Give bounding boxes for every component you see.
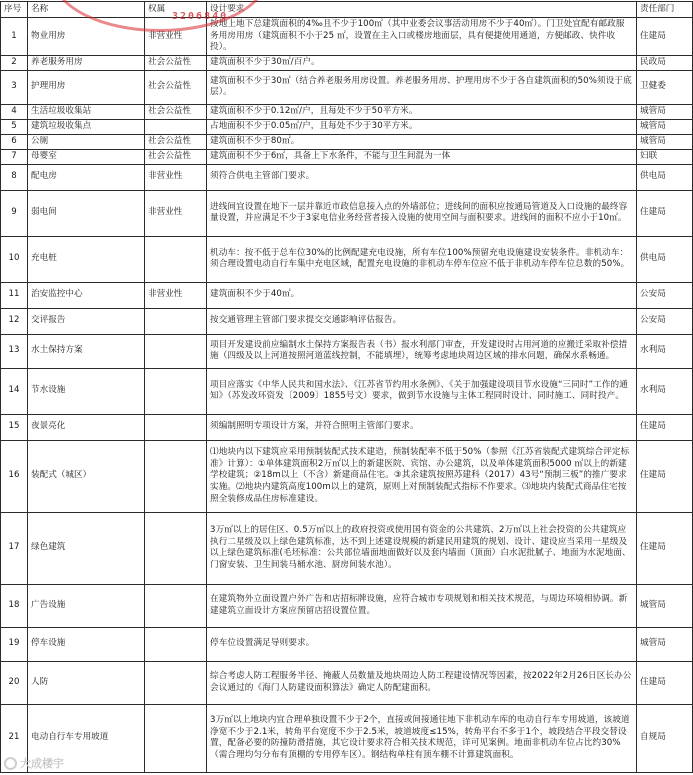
- row-name: 绿色建筑: [28, 512, 145, 584]
- row-ownership: [145, 627, 207, 661]
- row-name: 水土保持方案: [28, 334, 145, 368]
- row-ownership: [145, 236, 207, 282]
- row-number: 19: [1, 627, 28, 661]
- table-row: [1, 149, 693, 164]
- table-row: [1, 661, 693, 704]
- row-dept: 供电局: [637, 236, 693, 282]
- row-requirement: 建筑面积不少于30㎡（结合养老服务用房设置。养老服务用房、护理用房不少于各自建筑面积的50%须设于底层）。: [207, 70, 637, 104]
- row-dept: 水利局: [637, 368, 693, 414]
- table-row: [1, 584, 693, 627]
- table-row: [1, 414, 693, 440]
- table-row: [1, 134, 693, 149]
- row-ownership: [145, 440, 207, 512]
- row-ownership: [145, 368, 207, 414]
- table-row: [1, 308, 693, 334]
- row-name: 护理用房: [28, 70, 145, 104]
- table-row: [1, 119, 693, 134]
- row-name: 配电房: [28, 164, 145, 190]
- seal-number: 3206840: [172, 11, 229, 22]
- row-dept: 水利局: [637, 334, 693, 368]
- row-requirement: 按地上地下总建筑面积的4‰且不少于100㎡（其中业委会议事活动用房不少于40㎡）。门卫处宜配有邮政服务用房用房（建筑面积不小于25 ㎡，设置在主入口或楼房地面层，具有便捷使用通道，方便邮政、快件收投）。: [207, 18, 637, 56]
- row-ownership: 社会公益性: [145, 134, 207, 149]
- row-requirement: 建筑面积不少于80㎡。: [207, 134, 637, 149]
- row-requirement: 停车位设置满足导则要求。: [207, 627, 637, 661]
- row-ownership: [145, 584, 207, 627]
- row-name: 建筑垃圾收集点: [28, 119, 145, 134]
- row-number: 11: [1, 282, 28, 308]
- table-body: [1, 18, 693, 773]
- row-name: 广告设施: [28, 584, 145, 627]
- table-row: [1, 236, 693, 282]
- row-ownership: 社会公益性: [145, 104, 207, 119]
- row-name: 电动自行车专用坡道: [28, 704, 145, 772]
- row-requirement: 3万㎡以上地块内宜合理单独设置不少于2个，直接或间接通往地下非机动车库的电动自行车专用坡道，该坡道净宽不少于2.1米，转角平台宽度不少于2.5米，坡道坡度≤15%，转角平台不多于1个，坡段结合平段交替设置，配备必要的防撞防滑措施，其它设计要求符合相关技术规范，详可见案例。地面非机动车位占比约30%（需合理均匀分布有顶棚的专用停车区）。钢结构单柱有顶车棚不计算建筑面积。: [207, 704, 637, 772]
- row-dept: 住建局: [637, 440, 693, 512]
- header-requirement: 设计要求: [207, 2, 637, 18]
- row-ownership: [145, 308, 207, 334]
- row-ownership: 非营业性: [145, 18, 207, 56]
- row-dept: 民政局: [637, 55, 693, 70]
- row-dept: 公安局: [637, 282, 693, 308]
- row-number: 18: [1, 584, 28, 627]
- row-number: 9: [1, 190, 28, 236]
- row-name: 人防: [28, 661, 145, 704]
- row-name: 公厕: [28, 134, 145, 149]
- table-row: [1, 512, 693, 584]
- row-number: 20: [1, 661, 28, 704]
- row-ownership: 社会公益性: [145, 55, 207, 70]
- requirements-table: [0, 1, 693, 773]
- row-requirement: 占地面积不少于0.05㎡/户，且每处不少于30平方米。: [207, 119, 637, 134]
- row-dept: 住建局: [637, 18, 693, 56]
- row-requirement: 项目开发建设前应编制水土保持方案报告表（书）报水利部门审查，开发建设时占用河道的应搬迁采取补偿措施（四级及以上河道按照河道蓝线控制，不能填埋），统筹考虑地块周边区域的排水问题，确保水系畅通。: [207, 334, 637, 368]
- header-ownership: 权属: [145, 2, 207, 18]
- row-number: 16: [1, 440, 28, 512]
- row-number: 15: [1, 414, 28, 440]
- row-ownership: [145, 414, 207, 440]
- row-ownership: 非营业性: [145, 190, 207, 236]
- row-dept: 城管局: [637, 134, 693, 149]
- row-name: 装配式（城区）: [28, 440, 145, 512]
- row-number: 12: [1, 308, 28, 334]
- row-name: 治安监控中心: [28, 282, 145, 308]
- row-requirement: 综合考虑人防工程服务半径、掩蔽人员数量及地块周边人防工程建设情况等因素，按2022年2月26日区长办公会议通过的《海门人防建设面积算法》确定人防配建面积。: [207, 661, 637, 704]
- watermark-text: 大成楼宇: [20, 757, 64, 770]
- row-dept: 城管局: [637, 119, 693, 134]
- row-requirement: 建筑面积不少于30㎡/百户。: [207, 55, 637, 70]
- row-dept: 城管局: [637, 627, 693, 661]
- row-number: 1: [1, 18, 28, 56]
- header-dept: 责任部门: [637, 2, 693, 18]
- table-row: [1, 164, 693, 190]
- row-ownership: [145, 704, 207, 772]
- row-ownership: [145, 334, 207, 368]
- table-row: [1, 704, 693, 772]
- row-name: 交评报告: [28, 308, 145, 334]
- row-number: 8: [1, 164, 28, 190]
- row-number: 5: [1, 119, 28, 134]
- table-row: [1, 368, 693, 414]
- row-requirement: 建筑面积不少于6㎡，具备上下水条件，不能与卫生间混为一体: [207, 149, 637, 164]
- row-number: 2: [1, 55, 28, 70]
- row-requirement: 建筑面积不少于40㎡。: [207, 282, 637, 308]
- row-number: 10: [1, 236, 28, 282]
- row-dept: 住建局: [637, 414, 693, 440]
- row-name: 物业用房: [28, 18, 145, 56]
- row-requirement: 建筑面积不少于0.12㎡/户，且每处不少于50平方米。: [207, 104, 637, 119]
- row-name: 节水设施: [28, 368, 145, 414]
- table-row: [1, 104, 693, 119]
- row-name: 弱电间: [28, 190, 145, 236]
- row-ownership: [145, 119, 207, 134]
- header-no: 序号: [1, 2, 28, 18]
- row-number: 3: [1, 70, 28, 104]
- row-name: 夜景亮化: [28, 414, 145, 440]
- row-name: 生活垃圾收集站: [28, 104, 145, 119]
- table-row: [1, 440, 693, 512]
- watermark: [4, 755, 64, 771]
- row-name: 养老服务用房: [28, 55, 145, 70]
- row-dept: 住建局: [637, 512, 693, 584]
- row-requirement: 进线间宜设置在地下一层并靠近市政信息接入点的外墙部位；进线间的面积应按通局管道及入口设施的最终容量设置，并应满足不少于3家电信业务经营者接入设施的使用空间与面积要求。进线间的面积不应小于10㎡。: [207, 190, 637, 236]
- table-header-row: [1, 2, 693, 18]
- row-name: 充电桩: [28, 236, 145, 282]
- row-number: 4: [1, 104, 28, 119]
- row-dept: 公安局: [637, 308, 693, 334]
- row-requirement: 项目应落实《中华人民共和国水法》、《江苏省节约用水条例》、《关于加强建设项目节水设施“三同时”工作的通知》（苏发改环资发〔2009〕1855号文）要求，做到节水设施与主体工程同时设计、同时施工、同时投产。: [207, 368, 637, 414]
- row-requirement: ⑴地块内以下建筑应采用预制装配式技术建造，预制装配率不低于50%（参照《江苏省装配式建筑综合评定标准》计算）：①单体建筑面积2万㎡以上的新建医院、宾馆、办公建筑，以及单体建筑面积5000 ㎡以上的新建学校建筑；②18m以上（不含）新建商品住宅。③其余建筑按照苏建科（2017）43号“预制三板”的推广要求实施。⑵地块内建筑高度100m以上的建筑，原则上对预制装配式指标不作要求。⑶地块内装配式商品住宅按照全装修成品住房标准建设。: [207, 440, 637, 512]
- row-dept: 住建局: [637, 190, 693, 236]
- row-dept: 供电局: [637, 164, 693, 190]
- table-row: [1, 282, 693, 308]
- row-name: 母婴室: [28, 149, 145, 164]
- table-row: [1, 334, 693, 368]
- row-number: 17: [1, 512, 28, 584]
- row-number: 13: [1, 334, 28, 368]
- row-name: 停车设施: [28, 627, 145, 661]
- row-requirement: 按交通管理主管部门要求提交交通影响评估报告。: [207, 308, 637, 334]
- row-ownership: [145, 512, 207, 584]
- row-dept: 妇联: [637, 149, 693, 164]
- row-number: 14: [1, 368, 28, 414]
- table-row: [1, 190, 693, 236]
- row-ownership: 非营业性: [145, 282, 207, 308]
- row-requirement: 在建筑物外立面设置户外广告和店招标牌设施，应符合城市专项规划和相关技术规范，与周边环境相协调。新建建筑立面设计方案应预留店招设置位置。: [207, 584, 637, 627]
- row-dept: 城管局: [637, 104, 693, 119]
- row-requirement: 须符合供电主管部门要求。: [207, 164, 637, 190]
- table-row: [1, 70, 693, 104]
- row-ownership: 社会公益性: [145, 70, 207, 104]
- row-requirement: 须编制照明专项设计方案，并符合照明主管部门要求。: [207, 414, 637, 440]
- row-dept: 卫健委: [637, 70, 693, 104]
- row-dept: 城管局: [637, 584, 693, 627]
- header-name: 名称: [28, 2, 145, 18]
- row-requirement: 机动车：按不低于总车位30%的比例配建充电设施，所有车位100%预留充电设施建设安装条件。非机动车：须合理设置电动自行车集中充电区域，配置充电设施的非机动车停车位应不低于非机动车停车位总数的50%。: [207, 236, 637, 282]
- row-ownership: [145, 661, 207, 704]
- row-ownership: 社会公益性: [145, 149, 207, 164]
- row-number: 6: [1, 134, 28, 149]
- watermark-logo-icon: [4, 757, 17, 770]
- row-dept: 住建局: [637, 661, 693, 704]
- row-number: 21: [1, 704, 28, 772]
- row-requirement: 3万㎡以上的居住区、0.5万㎡以上的政府投资或使用国有资金的公共建筑、2万㎡以上社会投资的公共建筑应执行二星级及以上绿色建筑标准，达不到上述建设规模的新建民用建筑的规划、设计、建设应当采用一星级及以上绿色建筑标准(毛坯标准：公共部位墙面地面做好以及套内墙面（顶面）白水泥批腻子、地面为水泥地面、门窗安装、卫生间装马桶水池、厨房间装水池）。: [207, 512, 637, 584]
- table-row: [1, 627, 693, 661]
- row-ownership: 非营业性: [145, 164, 207, 190]
- table-row: [1, 18, 693, 56]
- row-number: 7: [1, 149, 28, 164]
- table-row: [1, 55, 693, 70]
- row-dept: 自规局: [637, 704, 693, 772]
